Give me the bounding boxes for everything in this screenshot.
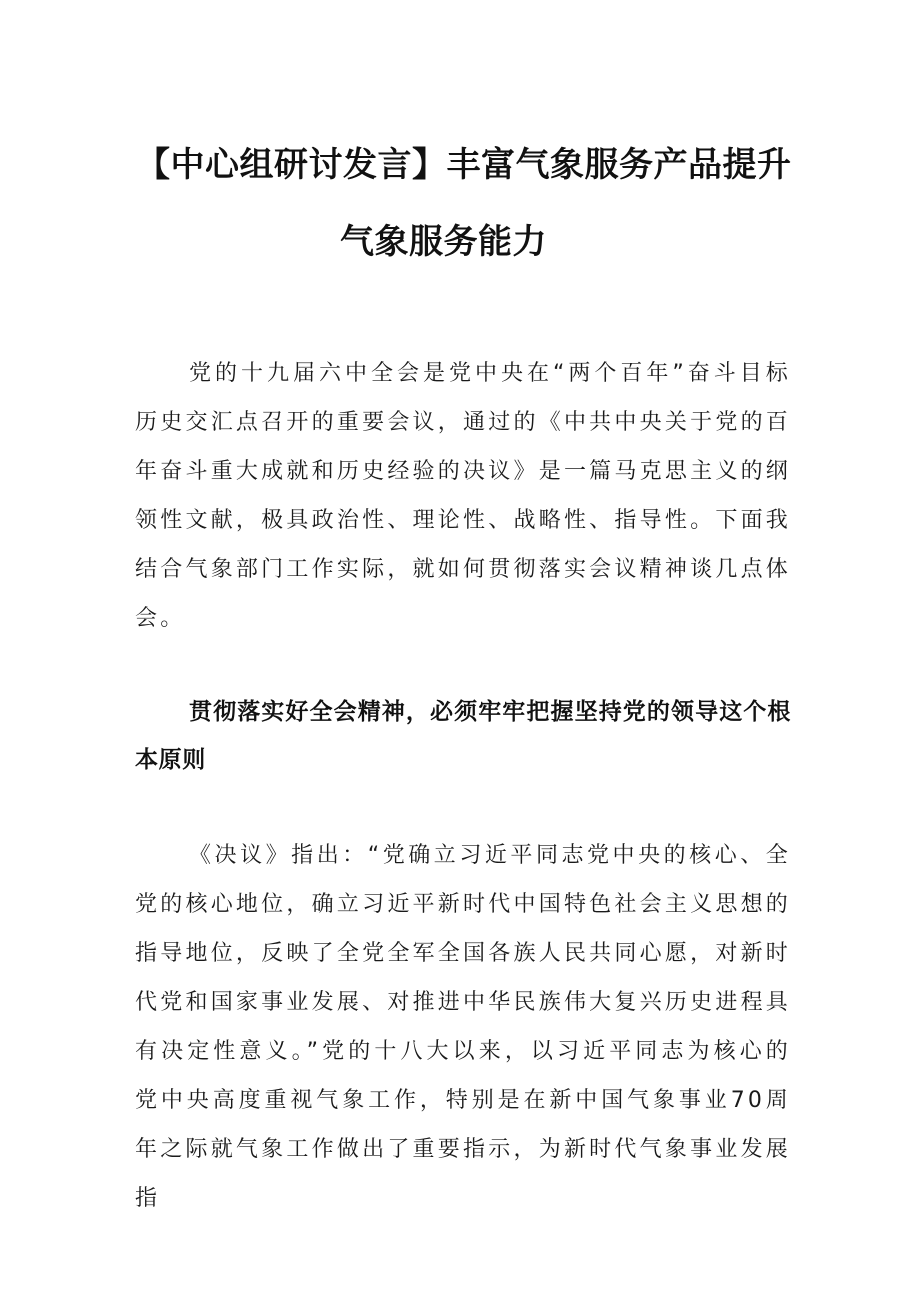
body-paragraph: 《决议》指出：“党确立习近平同志党中央的核心、全党的核心地位，确立习近平新时代中国特色社会主义思想的指导地位，反映了全党全军全国各族人民共同心愿，对新时代党和国家事业发展、对推进中华民族伟大复兴历史进程具有决定性意义。”党的十八大以来，以习近平同志为核心的党中央高度重视气象工作，特别是在新中国气象事业70周年之际就气象工作做出了重要指示，为新时代气象事业发展指 [135,843,791,1211]
section-heading: 贯彻落实好全会精神，必须牢牢把握坚持党的领导这个根本原则 [135,699,791,773]
intro-paragraph: 党的十九届六中全会是党中央在“两个百年”奋斗目标历史交汇点召开的重要会议，通过的《中共中央关于党的百年奋斗重大成就和历史经验的决议》是一篇马克思主义的纲领性文献，极具政治性、理论性、战略性、指导性。下面我结合气象部门工作实际，就如何贯彻落实会议精神谈几点体会。 [135,361,791,631]
document-title-line-1: 【中心组研讨发言】丰富气象服务产品提升 [136,145,792,185]
document-title-line-2: 气象服务能力 [340,222,547,262]
